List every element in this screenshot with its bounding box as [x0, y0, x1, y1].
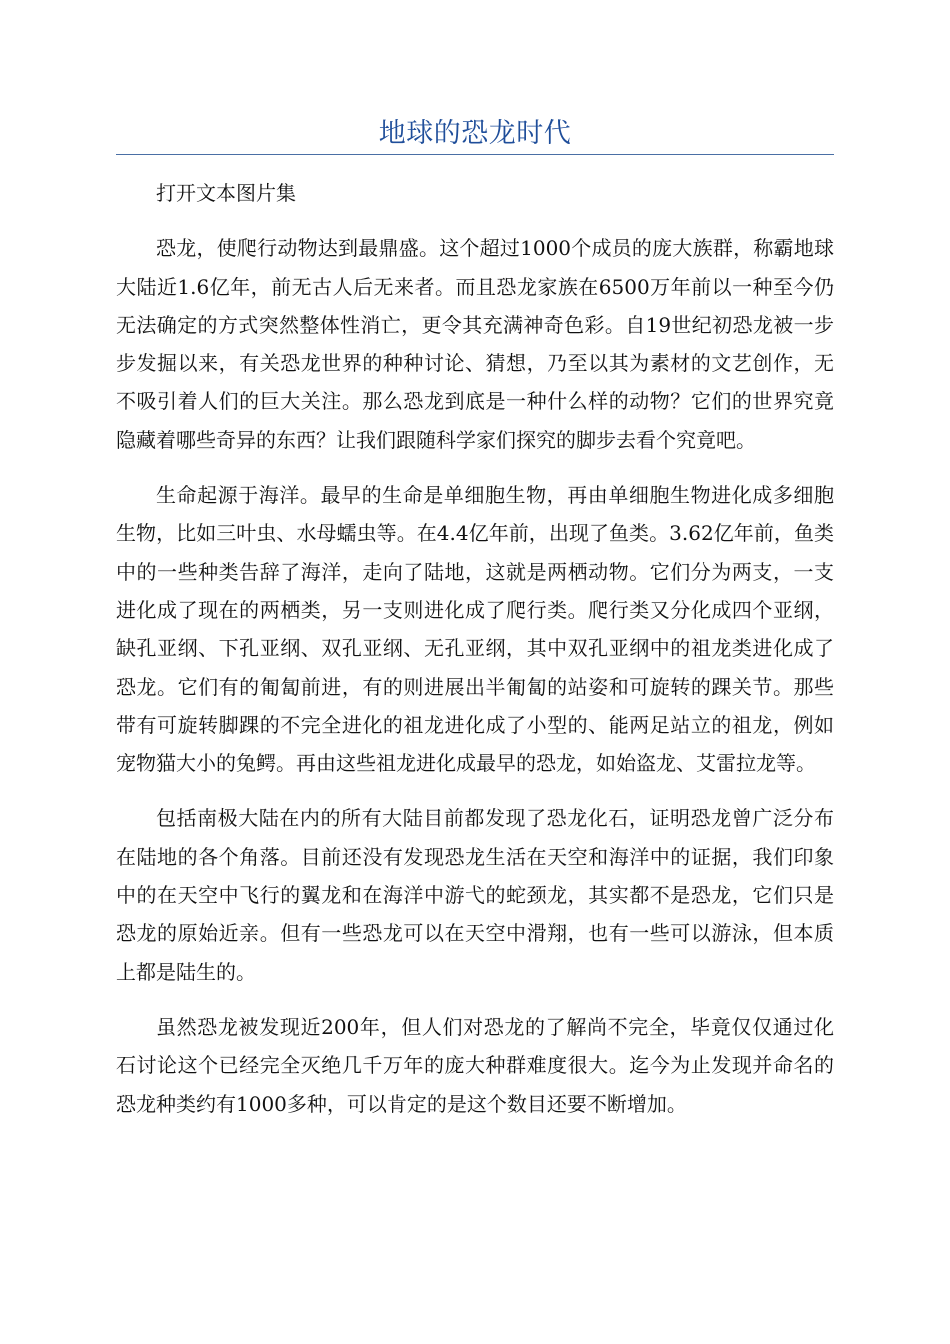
paragraph-species-count: 虽然恐龙被发现近200年，但人们对恐龙的了解尚不完全，毕竟仅仅通过化石讨论这个已经完全灭绝几千万年的庞大种群难度很大。迄今为止发现并命名的恐龙种类约有1000多种，可以肯定的是这个数目还要不断增加。 — [116, 1014, 834, 1116]
document-page — [116, 0, 834, 1344]
document-body — [116, 174, 834, 1140]
paragraph-image-collection-link[interactable]: 打开文本图片集 — [156, 181, 296, 205]
paragraph-distribution: 包括南极大陆在内的所有大陆目前都发现了恐龙化石，证明恐龙曾广泛分布在陆地的各个角落。目前还没有发现恐龙生活在天空和海洋中的证据，我们印象中的在天空中飞行的翼龙和在海洋中游弋的蛇颈龙，其实都不是恐龙，它们只是恐龙的原始近亲。但有一些恐龙可以在天空中滑翔，也有一些可以游泳，但本质上都是陆生的。 — [116, 806, 834, 984]
paragraph-intro: 恐龙，使爬行动物达到最鼎盛。这个超过1000个成员的庞大族群，称霸地球大陆近1.6亿年，前无古人后无来者。而且恐龙家族在6500万年前以一种至今仍无法确定的方式突然整体性消亡，更令其充满神奇色彩。自19世纪初恐龙被一步步发掘以来，有关恐龙世界的种种讨论、猜想，乃至以其为素材的文艺创作，无不吸引着人们的巨大关注。那么恐龙到底是一种什么样的动物？它们的世界究竟隐藏着哪些奇异的东西？让我们跟随科学家们探究的脚步去看个究竟吧。 — [116, 236, 834, 452]
paragraph-origin-of-life: 生命起源于海洋。最早的生命是单细胞生物，再由单细胞生物进化成多细胞生物，比如三叶虫、水母蠕虫等。在4.4亿年前，出现了鱼类。3.62亿年前，鱼类中的一些种类告辞了海洋，走向了陆地，这就是两栖动物。它们分为两支，一支进化成了现在的两栖类，另一支则进化成了爬行类。爬行类又分化成四个亚纲，缺孔亚纲、下孔亚纲、双孔亚纲、无孔亚纲，其中双孔亚纲中的祖龙类进化成了恐龙。它们有的匍匐前进，有的则进展出半匍匐的站姿和可旋转的踝关节。那些带有可旋转脚踝的不完全进化的祖龙进化成了小型的、能两足站立的祖龙，例如宠物猫大小的兔鳄。再由这些祖龙进化成最早的恐龙，如始盗龙、艾雷拉龙等。 — [116, 483, 834, 776]
title-underline-rule — [116, 154, 834, 155]
document-title: 地球的恐龙时代 — [378, 118, 572, 149]
